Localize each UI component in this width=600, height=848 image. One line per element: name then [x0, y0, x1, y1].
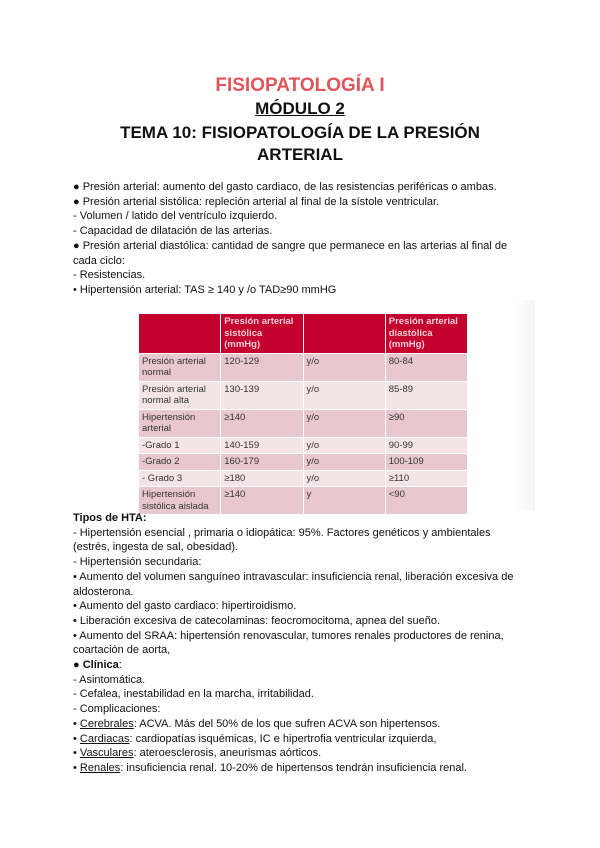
table-shadow	[515, 300, 535, 510]
table-cell: y/o	[303, 353, 385, 381]
clinica-line: - Asintomática.	[73, 673, 146, 686]
table-cell: 85-89	[385, 381, 467, 409]
table-cell: 80-84	[385, 353, 467, 381]
table-header: Presión arterial diastólica (mmHg)	[385, 314, 467, 354]
table-cell: y/o	[303, 454, 385, 471]
table-cell: 100-109	[385, 454, 467, 471]
table-row	[139, 470, 468, 487]
table-header	[139, 314, 221, 354]
table-cell: y/o	[303, 470, 385, 487]
complication-text: : ateroesclerosis, aneurismas aórticos.	[133, 747, 322, 760]
clinica-line: - Complicaciones:	[73, 703, 161, 716]
bullet: ●	[73, 659, 83, 672]
table-cell: <90	[385, 487, 467, 515]
complication-label: Renales	[79, 761, 121, 774]
table-cell: Presión arterial normal alta	[139, 381, 221, 409]
clinica-heading: Clínica	[82, 659, 119, 672]
complication-item: • Vasculares: ateroesclerosis, aneurismas aórticos.	[73, 747, 322, 760]
intro-line: ● Presión arterial: aumento del gasto cardiaco, de las resistencias periféricas o ambas.	[73, 181, 497, 193]
complication-label: Cardiacas	[79, 732, 130, 745]
intro-line: - Volumen / latido del ventrículo izquierdo.	[73, 210, 278, 223]
types-line: - Hipertensión esencial , primaria o idiopática: 95%. Factores genéticos y ambientales (estrés, ingesta de sal, obesidad).	[73, 526, 491, 554]
table-cell: 130-139	[221, 381, 303, 409]
complication-text: : insuficiencia renal. 10-20% de hipertensos tendrán insuficiencia renal.	[120, 761, 467, 774]
table-cell: ≥110	[385, 470, 467, 487]
clinica-line: - Cefalea, inestabilidad en la marcha, irritabilidad.	[73, 688, 314, 701]
table-cell: Presión arterial normal	[139, 353, 221, 381]
intro-line: • Hipertensión arterial: TAS ≥ 140 y /o TAD≥90 mmHG	[73, 283, 337, 296]
table-cell: -Grado 2	[139, 454, 221, 471]
types-line: • Aumento del volumen sanguíneo intravascular: insuficiencia renal, liberación excesiva de aldosterona.	[73, 570, 514, 598]
table-cell: y	[303, 487, 385, 515]
types-section	[73, 511, 533, 776]
table-cell: ≥140	[221, 409, 303, 437]
complication-text: : cardiopatías isquémicas, IC e hipertrofia ventricular izquierda,	[129, 732, 437, 745]
intro-line: ● Presión arterial diastólica: cantidad de sangre que permanece en las arterias al final de cada ciclo:	[73, 239, 508, 267]
table-cell: 160-179	[221, 454, 303, 471]
table-cell: ≥140	[221, 487, 303, 515]
table-cell: 90-99	[385, 437, 467, 454]
table-cell: y/o	[303, 437, 385, 454]
blood-pressure-table	[138, 313, 468, 515]
topic-title: TEMA 10: FISIOPATOLOGÍA DE LA PRESIÓN ARTERIAL	[120, 123, 480, 164]
table-row	[139, 454, 468, 471]
table-cell: Hipertensión sistólica aislada	[139, 487, 221, 515]
table-cell: ≥90	[385, 409, 467, 437]
table-header-row	[139, 314, 468, 354]
table-header: Presión arterial sistólica (mmHg)	[221, 314, 303, 354]
complication-label: Cerebrales	[79, 717, 134, 730]
table-cell: y/o	[303, 381, 385, 409]
complication-item: • Cardiacas: cardiopatías isquémicas, IC e hipertrofia ventricular izquierda,	[73, 732, 437, 745]
table-cell: 120-129	[221, 353, 303, 381]
types-line: - Hipertensión secundaria:	[73, 556, 202, 569]
intro-section	[73, 180, 533, 298]
table-cell: y/o	[303, 409, 385, 437]
types-line: • Liberación excesiva de catecolaminas: feocromocitoma, apnea del sueño.	[73, 614, 441, 627]
table-header	[303, 314, 385, 354]
intro-line: ● Presión arterial sistólica: repleción arterial al final de la sístole ventricular.	[73, 195, 440, 208]
complication-item: • Cerebrales: ACVA. Más del 50% de los que sufren ACVA son hipertensos.	[73, 717, 441, 730]
course-title: FISIOPATOLOGÍA I	[215, 75, 385, 96]
table-cell: 140-159	[221, 437, 303, 454]
module-title: MÓDULO 2	[255, 99, 345, 118]
intro-line: - Resistencias.	[73, 269, 146, 282]
types-line: • Aumento del gasto cardiaco: hipertiroidismo.	[73, 600, 297, 613]
table-row	[139, 353, 468, 381]
types-line: • Aumento del SRAA: hipertensión renovascular, tumores renales productores de renina, coartación de aorta,	[73, 629, 504, 657]
table-cell: - Grado 3	[139, 470, 221, 487]
table-cell: -Grado 1	[139, 437, 221, 454]
table-row	[139, 381, 468, 409]
table-cell: Hipertensión arterial	[139, 409, 221, 437]
complication-label: Vasculares	[79, 747, 134, 760]
types-heading: Tipos de HTA:	[73, 512, 147, 524]
complication-item: • Renales: insuficiencia renal. 10-20% de hipertensos tendrán insuficiencia renal.	[73, 761, 467, 774]
table-row	[139, 437, 468, 454]
clinica-heading-line	[73, 658, 533, 673]
complication-text: : ACVA. Más del 50% de los que sufren ACVA son hipertensos.	[133, 717, 441, 730]
table-row	[139, 409, 468, 437]
colon: :	[118, 659, 122, 672]
table-cell: ≥180	[221, 470, 303, 487]
intro-line: - Capacidad de dilatación de las arterias.	[73, 225, 273, 238]
